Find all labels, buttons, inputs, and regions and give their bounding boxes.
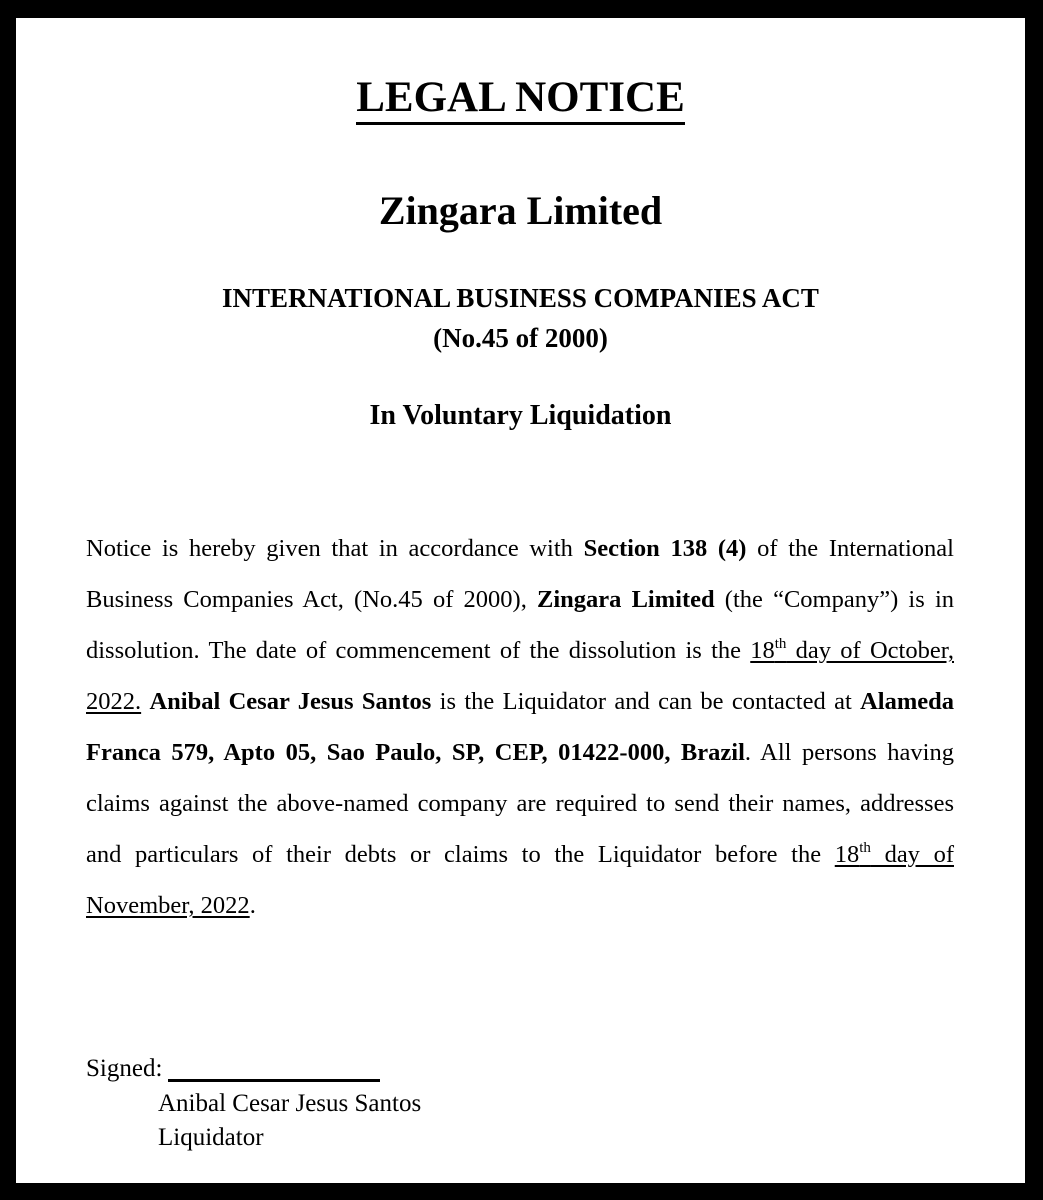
signature-line: [168, 1079, 380, 1082]
act-number: (No.45 of 2000): [433, 323, 608, 353]
legal-notice-page: [16, 18, 1025, 1183]
body-text-2: of the International Business Companies Act, (No.45 of 2000),: [86, 535, 954, 613]
commencement-day: 18: [750, 637, 775, 664]
act-name: INTERNATIONAL BUSINESS COMPANIES ACT: [222, 283, 819, 313]
deadline-day-suffix: th: [859, 840, 871, 856]
company-name: Zingara Limited: [378, 188, 663, 233]
liquidation-status: In Voluntary Liquidation: [369, 400, 672, 431]
notice-heading: [16, 70, 1025, 126]
signature-block: [86, 1052, 380, 1086]
notice-heading-text: LEGAL NOTICE: [356, 74, 685, 125]
signer-title: Liquidator: [158, 1124, 264, 1151]
commencement-month-year: day of October, 2022.: [86, 637, 954, 715]
body-text-3: (the “Company”) is in dissolution. The date of commencement of the dissolution is the: [86, 586, 955, 664]
body-text-6: . All persons having claims against the above-named company are required to send their names, addresses and particulars of their debts or claims to the Liquidator before the: [86, 739, 954, 868]
body-text-5: is the Liquidator and can be contacted at: [431, 688, 861, 715]
section-reference: Section 138 (4): [583, 535, 747, 562]
body-text-1: Notice is hereby given that in accordance with: [86, 535, 584, 562]
commencement-day-suffix: th: [774, 636, 787, 652]
signed-label: Signed:: [86, 1055, 163, 1082]
body-text-7: .: [249, 892, 256, 919]
deadline-month-year: day of November, 2022: [86, 841, 954, 919]
liquidator-name: Anibal Cesar Jesus Santos: [149, 688, 432, 715]
signer-name: Anibal Cesar Jesus Santos: [158, 1090, 422, 1117]
notice-body: [86, 523, 954, 931]
body-company-name: Zingara Limited: [537, 586, 715, 613]
liquidator-address: Alameda Franca 579, Apto 05, Sao Paulo, SP, CEP, 01422-000, Brazil: [86, 688, 955, 766]
deadline-day: 18: [834, 841, 860, 868]
